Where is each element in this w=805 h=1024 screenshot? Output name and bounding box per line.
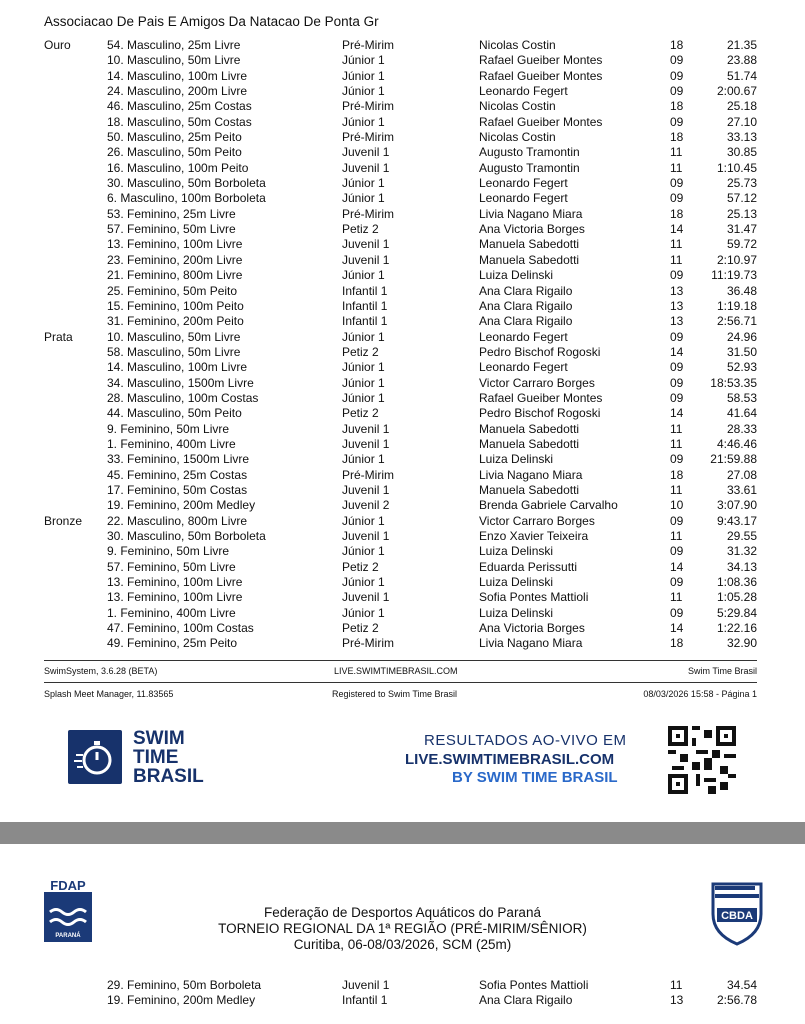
athlete-birth-year: 14	[670, 406, 684, 421]
athlete-name: Luiza Delinski	[479, 544, 554, 559]
athlete-name: Victor Carraro Borges	[479, 513, 595, 528]
athlete-name: Augusto Tramontin	[479, 145, 580, 160]
athlete-name: Pedro Bischof Rogoski	[479, 344, 601, 359]
age-category: Pré-Mirim	[342, 206, 394, 221]
athlete-name: Manuela Sabedotti	[479, 436, 580, 451]
age-category: Infantil 1	[342, 298, 388, 313]
footer-brand: Swim Time Brasil	[687, 666, 757, 676]
age-category: Júnior 1	[342, 191, 385, 206]
event-name: 17. Feminino, 50m Costas	[107, 482, 248, 497]
result-time: 3:07.90	[716, 498, 757, 513]
athlete-name: Ana Victoria Borges	[479, 222, 585, 237]
result-row	[0, 468, 805, 483]
athlete-birth-year: 09	[670, 191, 684, 206]
athlete-birth-year: 09	[670, 329, 684, 344]
svg-text:PARANÁ: PARANÁ	[55, 933, 81, 939]
event-name: 57. Feminino, 50m Livre	[107, 222, 236, 237]
age-category: Infantil 1	[342, 993, 388, 1008]
result-time: 57.12	[726, 191, 757, 206]
result-row	[0, 299, 805, 314]
result-time: 36.48	[726, 283, 757, 298]
athlete-name: Leonardo Fegert	[479, 329, 568, 344]
event-name: 14. Masculino, 100m Livre	[107, 360, 248, 375]
event-name: 23. Feminino, 200m Livre	[107, 252, 243, 267]
result-row	[0, 222, 805, 237]
event-name: 19. Feminino, 200m Medley	[107, 993, 256, 1008]
athlete-birth-year: 09	[670, 68, 684, 83]
athlete-birth-year: 18	[670, 636, 684, 651]
athlete-birth-year: 14	[670, 621, 684, 636]
result-row	[0, 176, 805, 191]
event-name: 57. Feminino, 50m Livre	[107, 559, 236, 574]
result-time: 2:56.71	[716, 314, 757, 329]
athlete-name: Nicolas Costin	[479, 99, 556, 114]
age-category: Juvenil 1	[342, 529, 390, 543]
footer-divider-2	[44, 682, 757, 683]
athlete-name: Brenda Gabriele Carvalho	[479, 498, 618, 513]
result-row	[0, 84, 805, 99]
athlete-name: Sofia Pontes Mattioli	[479, 978, 589, 992]
result-row	[0, 314, 805, 329]
age-category: Pré-Mirim	[342, 38, 394, 52]
result-time: 4:46.46	[716, 436, 757, 451]
result-time: 24.96	[726, 329, 757, 344]
result-time: 1:05.28	[716, 590, 757, 605]
result-row	[0, 130, 805, 145]
athlete-name: Ana Clara Rigailo	[479, 314, 573, 329]
athlete-birth-year: 11	[670, 590, 683, 605]
meet-title: TORNEIO REGIONAL DA 1ª REGIÃO (PRÉ-MIRIM/SÊNIOR)	[218, 921, 587, 936]
athlete-name: Leonardo Fegert	[479, 84, 568, 99]
result-row	[0, 145, 805, 160]
event-name: 25. Feminino, 50m Peito	[107, 283, 238, 298]
athlete-birth-year: 13	[670, 298, 684, 313]
athlete-name: Rafael Gueiber Montes	[479, 53, 603, 68]
swim-time-brasil-banner	[0, 720, 805, 800]
result-time: 33.61	[726, 482, 757, 497]
result-time: 18:53.35	[710, 375, 757, 390]
age-category: Juvenil 1	[342, 436, 390, 451]
result-time: 1:22.16	[716, 621, 757, 636]
event-name: 29. Feminino, 50m Borboleta	[107, 978, 262, 992]
athlete-birth-year: 09	[670, 452, 684, 467]
event-name: 28. Masculino, 100m Costas	[107, 390, 259, 405]
event-name: 24. Masculino, 200m Livre	[107, 84, 248, 99]
event-name: 47. Feminino, 100m Costas	[107, 621, 254, 636]
result-time: 31.50	[726, 344, 757, 359]
event-name: 9. Feminino, 50m Livre	[107, 421, 230, 436]
athlete-birth-year: 09	[670, 84, 684, 99]
age-category: Juvenil 2	[342, 498, 390, 513]
result-time: 2:56.78	[716, 993, 757, 1008]
result-time: 29.55	[726, 529, 757, 543]
medal-label: Ouro	[44, 38, 71, 52]
event-name: 34. Masculino, 1500m Livre	[107, 375, 254, 390]
age-category: Juvenil 1	[342, 145, 390, 160]
athlete-name: Ana Clara Rigailo	[479, 283, 573, 298]
athlete-birth-year: 09	[670, 268, 684, 283]
athlete-birth-year: 09	[670, 375, 684, 390]
result-row	[0, 636, 805, 651]
age-category: Júnior 1	[342, 329, 385, 344]
athlete-birth-year: 11	[670, 145, 683, 160]
result-time: 5:29.84	[716, 605, 757, 620]
age-category: Júnior 1	[342, 114, 385, 129]
age-category: Pré-Mirim	[342, 636, 394, 651]
result-time: 27.08	[726, 467, 757, 482]
age-category: Júnior 1	[342, 605, 385, 620]
result-row	[0, 978, 805, 993]
meet-location-date: Curitiba, 06-08/03/2026, SCM (25m)	[293, 937, 512, 952]
age-category: Juvenil 1	[342, 482, 390, 497]
athlete-birth-year: 09	[670, 53, 684, 68]
athlete-birth-year: 13	[670, 283, 684, 298]
athlete-name: Augusto Tramontin	[479, 160, 580, 175]
swim-time-brasil-logo: SWIM TIME BRASIL	[133, 728, 204, 787]
athlete-name: Livia Nagano Miara	[479, 636, 583, 651]
result-time: 21.35	[726, 38, 757, 52]
athlete-name: Luiza Delinski	[479, 268, 554, 283]
event-name: 50. Masculino, 25m Peito	[107, 130, 242, 145]
result-time: 2:00.67	[716, 84, 757, 99]
athlete-birth-year: 18	[670, 38, 684, 52]
footer-divider	[44, 660, 757, 661]
athlete-name: Enzo Xavier Teixeira	[479, 529, 589, 543]
athlete-name: Ana Clara Rigailo	[479, 298, 573, 313]
athlete-name: Nicolas Costin	[479, 130, 556, 145]
result-row	[0, 345, 805, 360]
athlete-birth-year: 11	[670, 482, 683, 497]
results-table-continued	[0, 978, 805, 1009]
result-row	[0, 575, 805, 590]
result-time: 32.90	[726, 636, 757, 651]
event-name: 13. Feminino, 100m Livre	[107, 575, 243, 590]
athlete-name: Livia Nagano Miara	[479, 467, 583, 482]
result-row	[0, 391, 805, 406]
result-time: 2:10.97	[716, 252, 757, 267]
event-name: 13. Feminino, 100m Livre	[107, 237, 243, 252]
result-row	[0, 437, 805, 452]
club-name: Associacao De Pais E Amigos Da Natacao De Ponta Gr	[44, 14, 379, 29]
athlete-birth-year: 13	[670, 314, 684, 329]
result-time: 21:59.88	[710, 452, 757, 467]
result-row	[0, 69, 805, 84]
results-table	[0, 38, 805, 652]
athlete-name: Victor Carraro Borges	[479, 375, 595, 390]
event-name: 18. Masculino, 50m Costas	[107, 114, 252, 129]
qr-code-icon[interactable]	[668, 726, 736, 794]
event-name: 10. Masculino, 50m Livre	[107, 329, 241, 344]
live-results-text: RESULTADOS AO-VIVO EM	[424, 732, 627, 749]
result-row	[0, 422, 805, 437]
athlete-name: Rafael Gueiber Montes	[479, 68, 603, 83]
athlete-birth-year: 11	[670, 237, 683, 252]
footer-registered: Registered to Swim Time Brasil	[332, 689, 458, 699]
result-time: 31.32	[726, 544, 757, 559]
live-results-url[interactable]: LIVE.SWIMTIMEBRASIL.COM	[405, 751, 615, 768]
result-row	[0, 38, 805, 53]
age-category: Júnior 1	[342, 68, 385, 83]
event-name: 54. Masculino, 25m Livre	[107, 38, 241, 52]
live-results-by: BY SWIM TIME BRASIL	[452, 769, 618, 786]
result-row	[0, 191, 805, 206]
result-time: 33.13	[726, 130, 757, 145]
age-category: Petiz 2	[342, 406, 379, 421]
athlete-birth-year: 13	[670, 993, 684, 1008]
age-category: Petiz 2	[342, 344, 379, 359]
athlete-birth-year: 09	[670, 544, 684, 559]
athlete-name: Leonardo Fegert	[479, 191, 568, 206]
result-row	[0, 529, 805, 544]
age-category: Júnior 1	[342, 544, 385, 559]
result-row	[0, 406, 805, 421]
athlete-name: Manuela Sabedotti	[479, 421, 580, 436]
event-name: 45. Feminino, 25m Costas	[107, 467, 248, 482]
result-time: 11:19.73	[711, 268, 757, 283]
result-time: 1:08.36	[716, 575, 757, 590]
age-category: Pré-Mirim	[342, 467, 394, 482]
age-category: Júnior 1	[342, 360, 385, 375]
event-name: 46. Masculino, 25m Costas	[107, 99, 252, 114]
athlete-birth-year: 14	[670, 222, 684, 237]
athlete-birth-year: 09	[670, 513, 684, 528]
event-name: 30. Masculino, 50m Borboleta	[107, 529, 266, 543]
athlete-birth-year: 09	[670, 114, 684, 129]
event-name: 58. Masculino, 50m Livre	[107, 344, 241, 359]
page-separator	[0, 822, 805, 844]
svg-text:CBDA: CBDA	[721, 910, 753, 922]
result-row	[0, 514, 805, 529]
result-time: 28.33	[726, 421, 757, 436]
result-row	[0, 161, 805, 176]
result-time: 41.64	[726, 406, 757, 421]
athlete-name: Manuela Sabedotti	[479, 482, 580, 497]
result-time: 25.73	[726, 176, 757, 191]
result-row	[0, 498, 805, 513]
result-row	[0, 452, 805, 467]
athlete-birth-year: 14	[670, 559, 684, 574]
age-category: Juvenil 1	[342, 590, 390, 605]
footer-software: SwimSystem, 3.6.28 (BETA)	[44, 666, 158, 676]
footer-manager: Splash Meet Manager, 11.83565	[44, 689, 174, 699]
age-category: Petiz 2	[342, 559, 379, 574]
age-category: Juvenil 1	[342, 237, 390, 252]
athlete-name: Sofia Pontes Mattioli	[479, 590, 589, 605]
result-row	[0, 53, 805, 68]
result-row	[0, 330, 805, 345]
result-time: 34.13	[726, 559, 757, 574]
athlete-birth-year: 18	[670, 130, 684, 145]
result-row	[0, 360, 805, 375]
event-name: 10. Masculino, 50m Livre	[107, 53, 241, 68]
event-name: 22. Masculino, 800m Livre	[107, 513, 248, 528]
age-category: Juvenil 1	[342, 252, 390, 267]
results-page-2	[0, 844, 805, 1024]
result-row	[0, 99, 805, 114]
event-name: 16. Masculino, 100m Peito	[107, 160, 249, 175]
result-time: 25.18	[726, 99, 757, 114]
event-name: 9. Feminino, 50m Livre	[107, 544, 230, 559]
event-name: 1. Feminino, 400m Livre	[107, 605, 236, 620]
event-name: 19. Feminino, 200m Medley	[107, 498, 256, 513]
event-name: 26. Masculino, 50m Peito	[107, 145, 242, 160]
result-row	[0, 606, 805, 621]
event-name: 33. Feminino, 1500m Livre	[107, 452, 250, 467]
age-category: Juvenil 1	[342, 160, 390, 175]
event-name: 44. Masculino, 50m Peito	[107, 406, 242, 421]
medal-label: Bronze	[44, 513, 83, 528]
footer-url[interactable]: LIVE.SWIMTIMEBRASIL.COM	[334, 666, 458, 676]
result-row	[0, 253, 805, 268]
athlete-name: Luiza Delinski	[479, 605, 554, 620]
age-category: Júnior 1	[342, 390, 385, 405]
athlete-name: Eduarda Perissutti	[479, 559, 578, 574]
event-name: 31. Feminino, 200m Peito	[107, 314, 244, 329]
age-category: Júnior 1	[342, 176, 385, 191]
age-category: Júnior 1	[342, 375, 385, 390]
age-category: Juvenil 1	[342, 978, 390, 992]
athlete-name: Leonardo Fegert	[479, 176, 568, 191]
athlete-name: Livia Nagano Miara	[479, 206, 583, 221]
event-name: 30. Masculino, 50m Borboleta	[107, 176, 266, 191]
athlete-birth-year: 09	[670, 605, 684, 620]
footer-date-page: 08/03/2026 15:58 - Página 1	[643, 689, 757, 699]
age-category: Petiz 2	[342, 621, 379, 636]
age-category: Infantil 1	[342, 283, 388, 298]
result-time: 58.53	[726, 390, 757, 405]
age-category: Pré-Mirim	[342, 130, 394, 145]
result-time: 23.88	[726, 53, 757, 68]
age-category: Juvenil 1	[342, 421, 390, 436]
result-time: 25.13	[726, 206, 757, 221]
result-time: 1:19.18	[716, 298, 757, 313]
athlete-birth-year: 18	[670, 206, 684, 221]
result-time: 59.72	[726, 237, 757, 252]
svg-text:FDAP: FDAP	[50, 878, 86, 893]
age-category: Júnior 1	[342, 53, 385, 68]
athlete-birth-year: 11	[670, 160, 683, 175]
athlete-birth-year: 09	[670, 575, 684, 590]
event-name: 49. Feminino, 25m Peito	[107, 636, 238, 651]
athlete-birth-year: 18	[670, 467, 684, 482]
event-name: 15. Feminino, 100m Peito	[107, 298, 244, 313]
result-row	[0, 483, 805, 498]
result-row	[0, 268, 805, 283]
age-category: Júnior 1	[342, 84, 385, 99]
athlete-name: Pedro Bischof Rogoski	[479, 406, 601, 421]
result-time: 30.85	[726, 145, 757, 160]
athlete-name: Luiza Delinski	[479, 575, 554, 590]
result-row	[0, 560, 805, 575]
age-category: Júnior 1	[342, 452, 385, 467]
result-time: 27.10	[726, 114, 757, 129]
event-name: 6. Masculino, 100m Borboleta	[107, 191, 266, 206]
result-row	[0, 544, 805, 559]
athlete-name: Luiza Delinski	[479, 452, 554, 467]
event-name: 53. Feminino, 25m Livre	[107, 206, 236, 221]
result-row	[0, 207, 805, 222]
athlete-name: Leonardo Fegert	[479, 360, 568, 375]
result-time: 51.74	[726, 68, 757, 83]
athlete-birth-year: 11	[670, 421, 683, 436]
result-row	[0, 590, 805, 605]
athlete-birth-year: 09	[670, 360, 684, 375]
medal-label: Prata	[44, 329, 73, 344]
stopwatch-icon	[68, 730, 122, 784]
athlete-name: Rafael Gueiber Montes	[479, 390, 603, 405]
athlete-name: Rafael Gueiber Montes	[479, 114, 603, 129]
result-row	[0, 621, 805, 636]
result-time: 34.54	[726, 978, 757, 992]
athlete-name: Manuela Sabedotti	[479, 237, 580, 252]
athlete-birth-year: 14	[670, 344, 684, 359]
athlete-birth-year: 11	[670, 978, 683, 992]
athlete-name: Nicolas Costin	[479, 38, 556, 52]
athlete-name: Manuela Sabedotti	[479, 252, 580, 267]
athlete-name: Ana Victoria Borges	[479, 621, 585, 636]
age-category: Júnior 1	[342, 575, 385, 590]
age-category: Pré-Mirim	[342, 99, 394, 114]
event-name: 21. Feminino, 800m Livre	[107, 268, 243, 283]
athlete-birth-year: 11	[670, 252, 683, 267]
result-time: 9:43.17	[716, 513, 757, 528]
athlete-birth-year: 11	[670, 529, 683, 543]
athlete-birth-year: 11	[670, 436, 683, 451]
age-category: Petiz 2	[342, 222, 379, 237]
result-row	[0, 284, 805, 299]
athlete-birth-year: 18	[670, 99, 684, 114]
result-time: 31.47	[726, 222, 757, 237]
result-row	[0, 993, 805, 1008]
result-time: 1:10.45	[716, 160, 757, 175]
age-category: Júnior 1	[342, 268, 385, 283]
result-row	[0, 237, 805, 252]
age-category: Júnior 1	[342, 513, 385, 528]
federation-name: Federação de Desportos Aquáticos do Paraná	[264, 905, 541, 920]
athlete-birth-year: 09	[670, 390, 684, 405]
result-row	[0, 115, 805, 130]
athlete-birth-year: 10	[670, 498, 684, 513]
result-row	[0, 376, 805, 391]
age-category: Infantil 1	[342, 314, 388, 329]
event-name: 13. Feminino, 100m Livre	[107, 590, 243, 605]
athlete-birth-year: 09	[670, 176, 684, 191]
athlete-name: Ana Clara Rigailo	[479, 993, 573, 1008]
event-name: 1. Feminino, 400m Livre	[107, 436, 236, 451]
result-time: 52.93	[726, 360, 757, 375]
event-name: 14. Masculino, 100m Livre	[107, 68, 248, 83]
